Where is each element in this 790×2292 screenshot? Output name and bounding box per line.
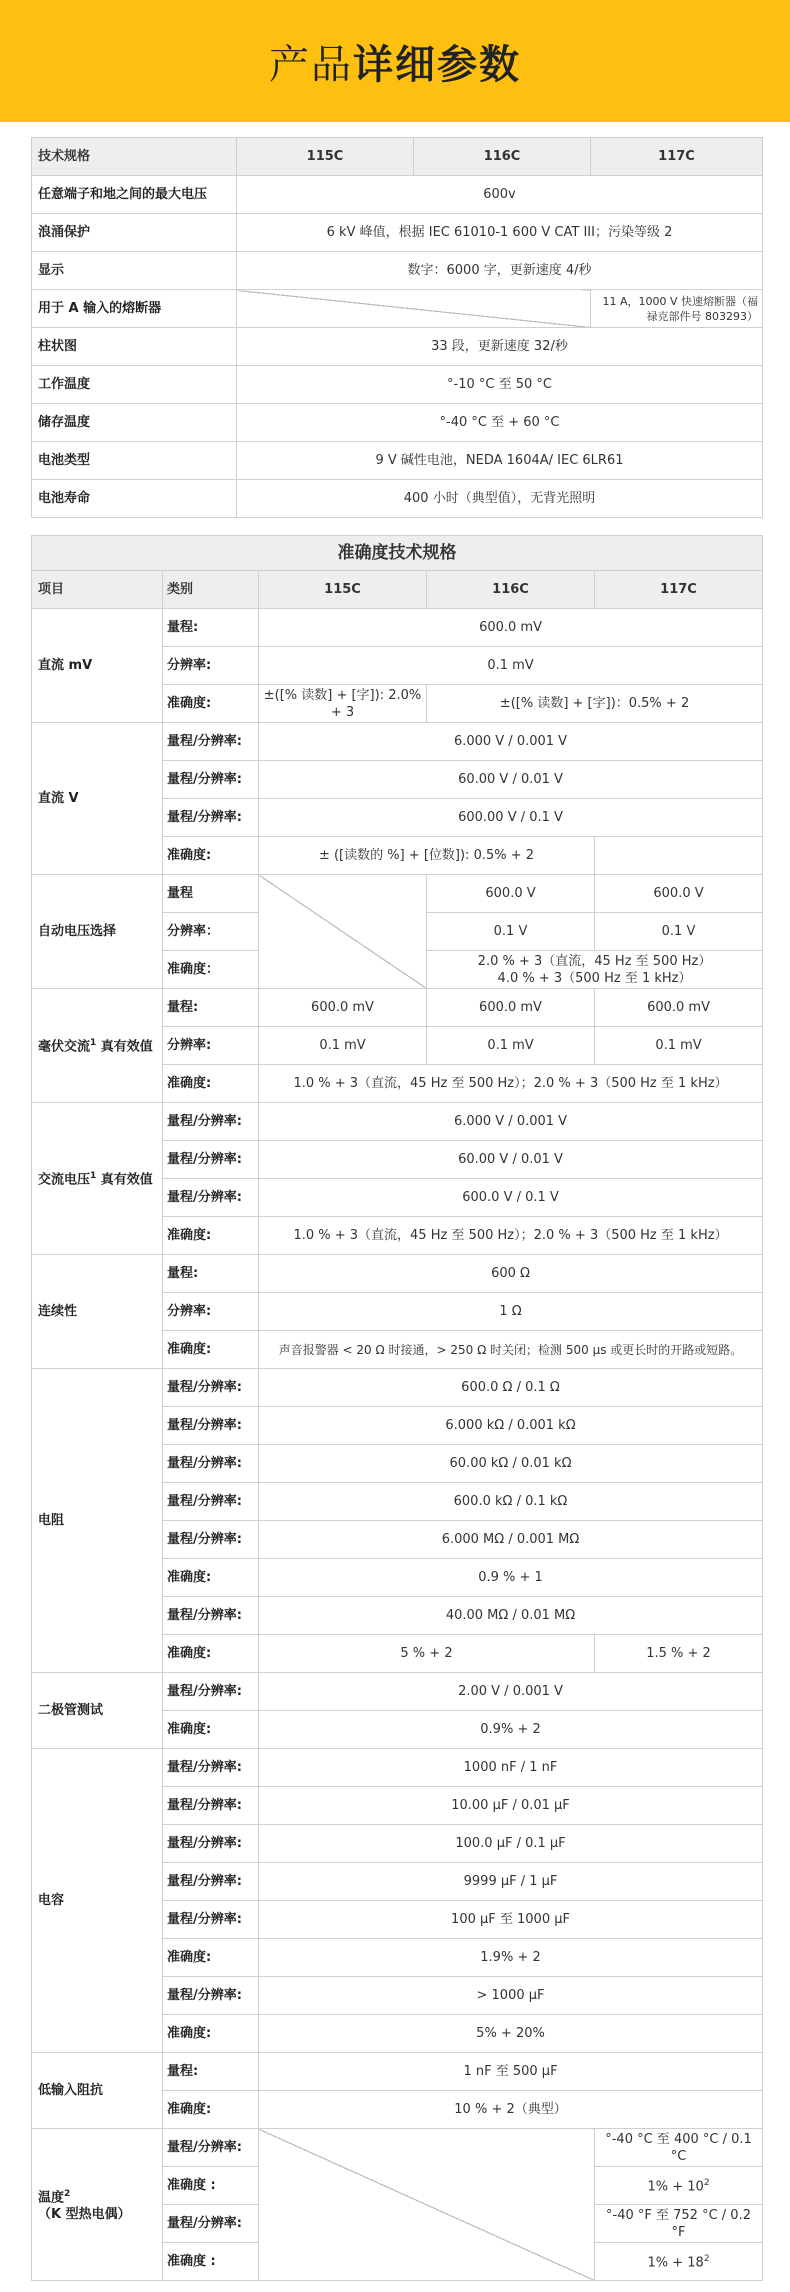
- table-row: [32, 1103, 763, 1141]
- blank-cell: [237, 290, 591, 328]
- category-label: 量程/分辨率:: [163, 1597, 259, 1635]
- row-value: 数字：6000 字，更新速度 4/秒: [237, 252, 763, 290]
- category-label: 量程/分辨率:: [163, 1179, 259, 1217]
- value-cell: 0.1 V: [427, 913, 595, 951]
- value-cell: 声音报警器 < 20 Ω 时接通，> 250 Ω 时关闭；检测 500 µs 或更长时的开路或短路。: [259, 1331, 763, 1369]
- header-cell: 116C: [427, 571, 595, 609]
- category-label: 量程:: [163, 2053, 259, 2091]
- category-label: 准确度：: [163, 951, 259, 989]
- group-label-text: 温度: [38, 2190, 65, 2206]
- value-cell: 600.0 mV: [595, 989, 763, 1027]
- value-cell: 600.0 mV: [259, 989, 427, 1027]
- category-label: 量程/分辨率:: [163, 2205, 259, 2243]
- value-cell: 600 Ω: [259, 1255, 763, 1293]
- header-cell: 117C: [591, 138, 763, 176]
- category-label: 量程/分辨率:: [163, 1749, 259, 1787]
- category-label: 量程: [163, 875, 259, 913]
- row-value: 11 A，1000 V 快速熔断器（福禄克部件号 803293）: [591, 290, 763, 328]
- table-row: [32, 252, 763, 290]
- header-cell: 117C: [595, 571, 763, 609]
- group-label: [32, 2129, 163, 2281]
- header-cell: 115C: [237, 138, 414, 176]
- group-label: [32, 1103, 163, 1255]
- value-cell: 1.9% + 2: [259, 1939, 763, 1977]
- category-label: 量程/分辨率:: [163, 1901, 259, 1939]
- value-cell: 6.000 V / 0.001 V: [259, 1103, 763, 1141]
- value-cell: 0.1 V: [595, 913, 763, 951]
- category-label: 准确度:: [163, 1331, 259, 1369]
- header-cell: 技术规格: [32, 138, 237, 176]
- table-row: [32, 442, 763, 480]
- group-label: 直流 V: [32, 723, 163, 875]
- row-label: 工作温度: [32, 366, 237, 404]
- table-row: [32, 1673, 763, 1711]
- value-cell: 60.00 V / 0.01 V: [259, 1141, 763, 1179]
- group-label: [32, 989, 163, 1103]
- value-cell: 1.5 % + 2: [595, 1635, 763, 1673]
- row-label: 储存温度: [32, 404, 237, 442]
- value-cell: 600.0 Ω / 0.1 Ω: [259, 1369, 763, 1407]
- value-cell: 1.0 % + 3（直流，45 Hz 至 500 Hz）；2.0 % + 3（500 Hz 至 1 kHz）: [259, 1217, 763, 1255]
- footnote-marker: 2: [703, 2254, 710, 2265]
- group-label: 连续性: [32, 1255, 163, 1369]
- category-label: 量程/分辨率:: [163, 1825, 259, 1863]
- category-label: 量程/分辨率:: [163, 1407, 259, 1445]
- table-row: [32, 366, 763, 404]
- value-cell: 0.1 mV: [259, 647, 763, 685]
- value-cell: ± ([读数的 %] + [位数]): 0.5% + 2: [259, 837, 595, 875]
- table-row: [32, 290, 763, 328]
- value-cell: 1.0 % + 3（直流，45 Hz 至 500 Hz）；2.0 % + 3（500 Hz 至 1 kHz）: [259, 1065, 763, 1103]
- category-label: 量程/分辨率:: [163, 1369, 259, 1407]
- row-label: 任意端子和地之间的最大电压: [32, 176, 237, 214]
- header-cell: 115C: [259, 571, 427, 609]
- group-label: 电阻: [32, 1369, 163, 1673]
- category-label: 量程/分辨率:: [163, 1141, 259, 1179]
- value-cell: 40.00 MΩ / 0.01 MΩ: [259, 1597, 763, 1635]
- category-label: 分辨率:: [163, 1027, 259, 1065]
- row-label: 电池寿命: [32, 480, 237, 518]
- accuracy-line: 4.0 % + 3（500 Hz 至 1 kHz）: [497, 970, 692, 986]
- value-cell: 1 Ω: [259, 1293, 763, 1331]
- table-row: [32, 214, 763, 252]
- category-label: 量程/分辨率:: [163, 761, 259, 799]
- blank-cell: [259, 2129, 595, 2281]
- table-row: [32, 723, 763, 761]
- table-row: [32, 404, 763, 442]
- category-label: 准确度:: [163, 2015, 259, 2053]
- title-bold: 详细参数: [353, 41, 521, 88]
- group-label-text: 交流电压: [38, 1172, 91, 1188]
- table-row: [32, 1369, 763, 1407]
- row-label: 显示: [32, 252, 237, 290]
- header-cell: 类别: [163, 571, 259, 609]
- value-cell: 10.00 µF / 0.01 µF: [259, 1787, 763, 1825]
- group-label-text: 真有效值: [96, 1039, 153, 1055]
- value-cell: °-40 °C 至 400 °C / 0.1 °C: [595, 2129, 763, 2167]
- row-value: °-10 °C 至 50 °C: [237, 366, 763, 404]
- header-cell: 116C: [414, 138, 591, 176]
- value-cell: 6.000 MΩ / 0.001 MΩ: [259, 1521, 763, 1559]
- value-cell: 0.1 mV: [595, 1027, 763, 1065]
- value-cell: 600.0 V: [427, 875, 595, 913]
- accuracy-title-row: [32, 536, 763, 571]
- row-value: 600v: [237, 176, 763, 214]
- group-label: 低输入阻抗: [32, 2053, 163, 2129]
- section-title: 准确度技术规格: [32, 536, 763, 571]
- value-cell: 60.00 kΩ / 0.01 kΩ: [259, 1445, 763, 1483]
- value-cell: 600.0 mV: [427, 989, 595, 1027]
- category-label: 准确度:: [163, 1065, 259, 1103]
- value-cell: 1000 nF / 1 nF: [259, 1749, 763, 1787]
- footnote-marker: 2: [703, 2178, 710, 2189]
- category-label: 量程/分辨率:: [163, 1977, 259, 2015]
- category-label: 量程:: [163, 1255, 259, 1293]
- table-row: [32, 176, 763, 214]
- row-value: 400 小时（典型值），无背光照明: [237, 480, 763, 518]
- value-cell: 600.0 V / 0.1 V: [259, 1179, 763, 1217]
- value-cell: 0.1 mV: [259, 1027, 427, 1065]
- value-cell: [595, 2243, 763, 2281]
- table-row: [32, 328, 763, 366]
- table-header-row: [32, 571, 763, 609]
- table-row: [32, 875, 763, 913]
- row-label: 柱状图: [32, 328, 237, 366]
- category-label: 准确度:: [163, 1711, 259, 1749]
- value-cell: > 1000 µF: [259, 1977, 763, 2015]
- blank-cell: [595, 837, 763, 875]
- row-value: 9 V 碱性电池，NEDA 1604A/ IEC 6LR61: [237, 442, 763, 480]
- category-label: 准确度 :: [163, 2243, 259, 2281]
- group-label-text: （K 型热电偶）: [38, 2207, 131, 2223]
- category-label: 准确度:: [163, 1217, 259, 1255]
- page-title: [269, 33, 521, 90]
- value-text: 1% + 10: [647, 2179, 704, 2195]
- group-label: 自动电压选择: [32, 875, 163, 989]
- category-label: 分辨率：: [163, 913, 259, 951]
- group-label: 电容: [32, 1749, 163, 2053]
- row-label: 电池类型: [32, 442, 237, 480]
- table-row: [32, 2053, 763, 2091]
- value-cell: 9999 µF / 1 µF: [259, 1863, 763, 1901]
- category-label: 准确度:: [163, 1635, 259, 1673]
- category-label: 准确度 :: [163, 2167, 259, 2205]
- value-cell: 2.00 V / 0.001 V: [259, 1673, 763, 1711]
- value-cell: 100 µF 至 1000 µF: [259, 1901, 763, 1939]
- table-row: [32, 989, 763, 1027]
- table-row: [32, 480, 763, 518]
- value-cell: [427, 951, 763, 989]
- category-label: 量程/分辨率:: [163, 1863, 259, 1901]
- category-label: 准确度:: [163, 1939, 259, 1977]
- footnote-marker: 2: [64, 2188, 71, 2199]
- category-label: 分辨率:: [163, 647, 259, 685]
- value-text: 1% + 18: [647, 2255, 704, 2271]
- table-row: [32, 2129, 763, 2167]
- row-value: 6 kV 峰值，根据 IEC 61010-1 600 V CAT III；污染等级 2: [237, 214, 763, 252]
- category-label: 量程/分辨率:: [163, 1787, 259, 1825]
- category-label: 量程/分辨率:: [163, 1445, 259, 1483]
- value-cell: 0.9 % + 1: [259, 1559, 763, 1597]
- category-label: 量程/分辨率:: [163, 1521, 259, 1559]
- group-label: 二极管测试: [32, 1673, 163, 1749]
- accuracy-line: 2.0 % + 3（直流，45 Hz 至 500 Hz）: [477, 953, 712, 969]
- category-label: 分辨率:: [163, 1293, 259, 1331]
- accuracy-specs-table: [31, 535, 763, 2281]
- value-cell: 0.9% + 2: [259, 1711, 763, 1749]
- row-value: 33 段，更新速度 32/秒: [237, 328, 763, 366]
- table-row: [32, 609, 763, 647]
- category-label: 量程:: [163, 609, 259, 647]
- value-cell: 6.000 V / 0.001 V: [259, 723, 763, 761]
- category-label: 量程/分辨率:: [163, 799, 259, 837]
- category-label: 量程:: [163, 989, 259, 1027]
- value-cell: 5% + 20%: [259, 2015, 763, 2053]
- group-label-text: 毫伏交流: [38, 1039, 91, 1055]
- category-label: 量程/分辨率:: [163, 723, 259, 761]
- value-cell: 0.1 mV: [427, 1027, 595, 1065]
- category-label: 量程/分辨率:: [163, 1673, 259, 1711]
- row-value: °-40 °C 至 + 60 °C: [237, 404, 763, 442]
- category-label: 准确度:: [163, 685, 259, 723]
- row-label: 浪涌保护: [32, 214, 237, 252]
- value-cell: 60.00 V / 0.01 V: [259, 761, 763, 799]
- category-label: 量程/分辨率:: [163, 1103, 259, 1141]
- value-cell: 6.000 kΩ / 0.001 kΩ: [259, 1407, 763, 1445]
- category-label: 准确度:: [163, 837, 259, 875]
- header-banner: [0, 0, 790, 122]
- category-label: 准确度:: [163, 2091, 259, 2129]
- row-label: 用于 A 输入的熔断器: [32, 290, 237, 328]
- group-label-text: 真有效值: [96, 1172, 153, 1188]
- value-cell: 5 % + 2: [259, 1635, 595, 1673]
- value-cell: 1 nF 至 500 µF: [259, 2053, 763, 2091]
- table-row: [32, 1749, 763, 1787]
- category-label: 准确度:: [163, 1559, 259, 1597]
- category-label: 量程/分辨率:: [163, 1483, 259, 1521]
- value-cell: 600.00 V / 0.1 V: [259, 799, 763, 837]
- footnote-marker: 1: [90, 1038, 97, 1049]
- value-cell: 600.0 mV: [259, 609, 763, 647]
- category-label: 量程/分辨率:: [163, 2129, 259, 2167]
- value-cell: 100.0 µF / 0.1 µF: [259, 1825, 763, 1863]
- value-cell: 600.0 V: [595, 875, 763, 913]
- title-light: 产品: [269, 41, 353, 88]
- blank-cell: [259, 875, 427, 989]
- value-cell: 10 % + 2（典型）: [259, 2091, 763, 2129]
- group-label: 直流 mV: [32, 609, 163, 723]
- general-specs-table: [31, 137, 763, 518]
- table-header-row: [32, 138, 763, 176]
- footnote-marker: 1: [90, 1171, 97, 1182]
- value-cell: [595, 2167, 763, 2205]
- value-cell: ±([% 读数] + [字])：0.5% + 2: [427, 685, 763, 723]
- table-row: [32, 1255, 763, 1293]
- value-cell: 600.0 kΩ / 0.1 kΩ: [259, 1483, 763, 1521]
- header-cell: 项目: [32, 571, 163, 609]
- value-cell: ±([% 读数] + [字]): 2.0% + 3: [259, 685, 427, 723]
- value-cell: °-40 °F 至 752 °C / 0.2 °F: [595, 2205, 763, 2243]
